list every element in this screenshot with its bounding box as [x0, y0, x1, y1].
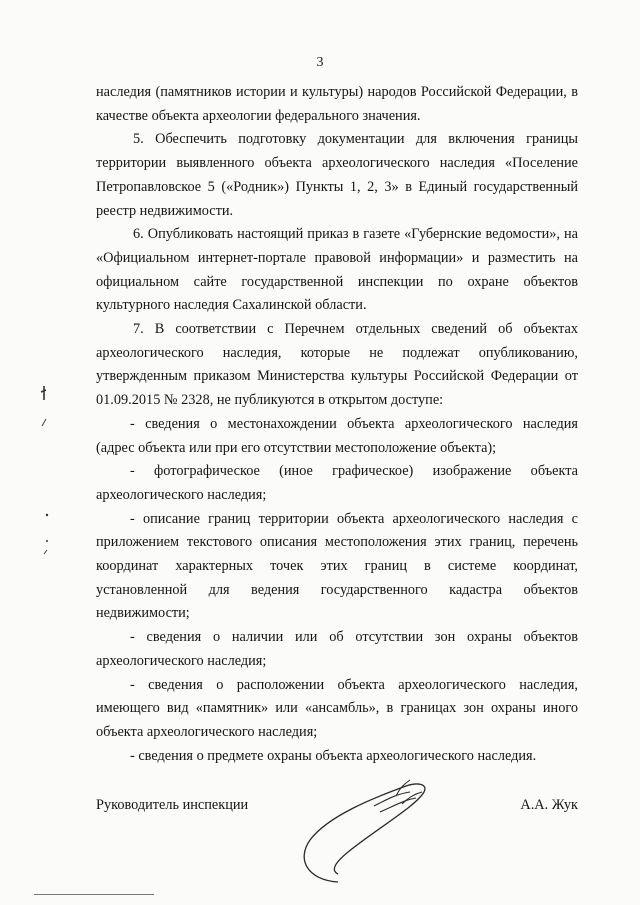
- margin-mark: [38, 384, 50, 404]
- margin-dot: [44, 538, 50, 544]
- paragraph-item-7: 7. В соответствии с Перечнем отдельных сведений об объектах археологического наследия, которые не подлежат опубликованию, утвержденным приказом Министерства культуры Российской Федерации от 01.09.2015 № 2328, не публикуются в открытом доступе:: [96, 321, 578, 409]
- paragraph-continuation: наследия (памятников истории и культуры) народов Российской Федерации, в качестве объекта археологии федерального значения.: [96, 84, 578, 124]
- list-item-location: - сведения о местонахождении объекта археологического наследия (адрес объекта или при его отсутствии местоположение объекта);: [96, 415, 578, 456]
- margin-mark: [40, 416, 50, 430]
- paragraph-item-6: 6. Опубликовать настоящий приказ в газете «Губернские ведомости», на «Официальном интернет-портале правовой информации» и разместить на официальном сайте государственной инспекции по охране объектов культурного наследия Сахалинской области.: [96, 226, 578, 314]
- list-item-photo: - фотографическое (иное графическое) изображение объекта археологического наследия;: [96, 463, 578, 503]
- document-body: [96, 81, 578, 768]
- scan-edge-line: [34, 894, 154, 895]
- list-item-protection-subject: - сведения о предмете охраны объекта археологического наследия.: [130, 747, 537, 764]
- signatory-title: Руководитель инспекции: [96, 797, 249, 813]
- page-number: 3: [316, 55, 324, 70]
- paragraph-item-5: 5. Обеспечить подготовку документации для включения границы территории выявленного объекта археологического наследия «Поселение Петропавловское 5 («Родник») Пункты 1, 2, 3» в Единый государственный реестр недвижимости.: [96, 131, 578, 219]
- list-item-monument-location: - сведения о расположении объекта археологического наследия, имеющего вид «памятник» или «ансамбль», в границах зон охраны иного объекта археологического наследия;: [96, 676, 578, 740]
- list-item-boundaries: - описание границ территории объекта археологического наследия с приложением текстового описания местоположения этих границ, перечень координат характерных точек этих границ в системе координат, установленной для ведения государственного кадастра объектов недвижимости;: [96, 510, 578, 622]
- margin-mark: [42, 548, 50, 556]
- signatory-name: А.А. Жук: [520, 797, 578, 813]
- margin-dot: [44, 512, 50, 518]
- list-item-protection-zones: - сведения о наличии или об отсутствии зон охраны объектов археологического наследия;: [96, 629, 578, 669]
- handwritten-signature: [278, 770, 438, 890]
